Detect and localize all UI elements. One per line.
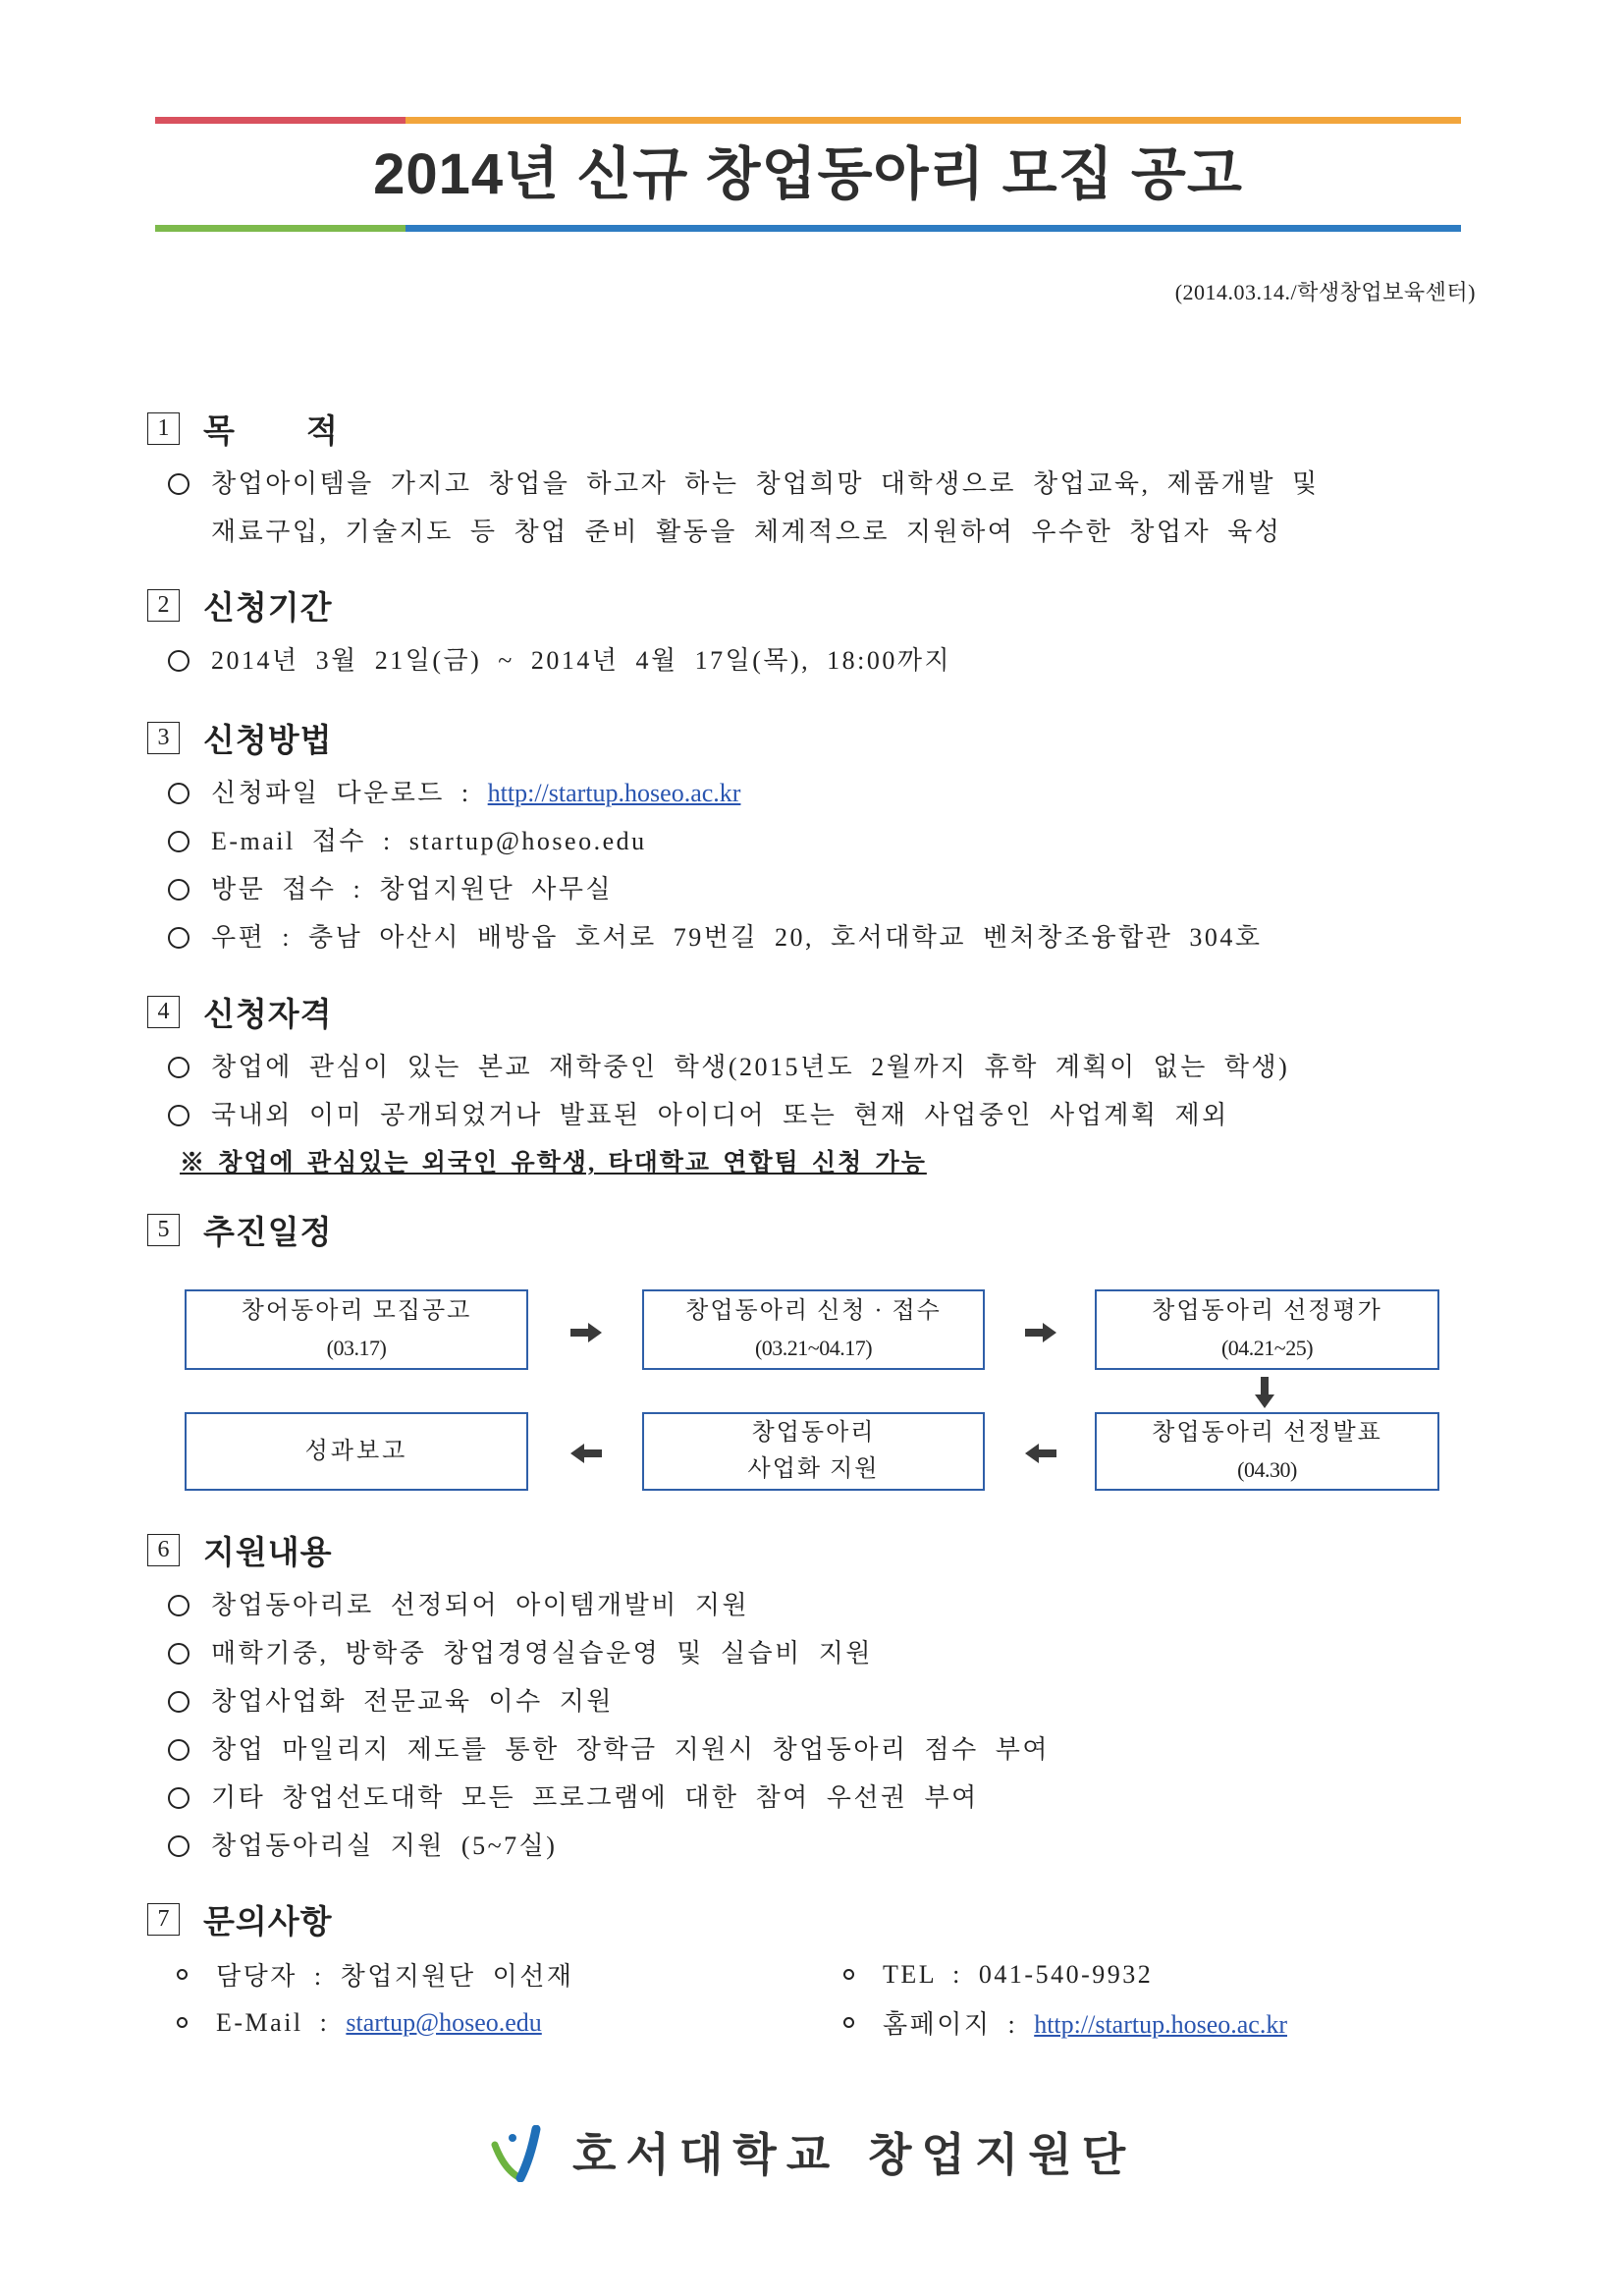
- section-purpose: [147, 406, 1502, 556]
- contact-homepage-link[interactable]: http://startup.hoseo.ac.kr: [1034, 2010, 1287, 2039]
- section-number-box: 7: [147, 1903, 180, 1936]
- flow-step-recruit-notice: [185, 1289, 528, 1370]
- section-number-box: 1: [147, 412, 180, 445]
- list-item-text: 방문 접수 : 창업지원단 사무실: [211, 875, 614, 903]
- list-item-text: 2014년 3월 21일(금) ~ 2014년 4월 17일(목), 18:00까지: [211, 646, 952, 675]
- contact-email-text: [216, 2008, 542, 2038]
- flow-step-evaluation: [1095, 1289, 1439, 1370]
- circle-bullet-icon: [168, 1105, 189, 1126]
- list-item: [168, 1581, 1502, 1629]
- list-item-text: E-mail 접수 : startup@hoseo.edu: [211, 827, 647, 855]
- list-item-text: 우편 : 충남 아산시 배방읍 호서로 79번길 20, 호서대학교 벤처창조융합관 304호: [211, 923, 1263, 952]
- download-link[interactable]: http://startup.hoseo.ac.kr: [487, 779, 741, 807]
- flow-step-date: (03.21~04.17): [754, 1336, 873, 1360]
- contact-homepage: [843, 1998, 1287, 2047]
- contact-homepage-text: [883, 2004, 1287, 2041]
- flow-step-report: [185, 1412, 528, 1491]
- section-heading: [147, 1527, 1502, 1572]
- section-heading: [147, 1207, 1502, 1252]
- flow-step-title: 창업동아리 선정평가: [1152, 1298, 1382, 1324]
- section-title: 목 적: [203, 411, 339, 449]
- contact-email-label: E-Mail :: [216, 2007, 347, 2037]
- section-number-box: 5: [147, 1214, 180, 1246]
- title-bottom-bar: [155, 225, 1461, 232]
- circle-bullet-icon: [168, 1787, 189, 1809]
- eligibility-note: ※ 창업에 관심있는 외국인 유학생, 타대학교 연합팀 신청 가능: [180, 1150, 927, 1176]
- small-circle-bullet-icon: [843, 2017, 854, 2028]
- flow-step-title: 창업동아리: [751, 1420, 876, 1446]
- flow-step-application: [642, 1289, 985, 1370]
- circle-bullet-icon: [168, 831, 189, 852]
- arrow-left-icon: [1025, 1442, 1056, 1465]
- flow-step-announcement: [1095, 1412, 1439, 1491]
- list-item-text: 창업동아리실 지원 (5~7실): [211, 1831, 558, 1860]
- list-item-text: 창업에 관심이 있는 본교 재학중인 학생(2015년도 2월까지 휴학 계획이 없는 학생): [211, 1053, 1290, 1081]
- list-item-download: [168, 769, 1502, 817]
- title-top-bar-left: [155, 117, 406, 124]
- contact-manager-text: 담당자 : 창업지원단 이선재: [216, 1962, 574, 1991]
- list-item: [168, 460, 1502, 556]
- arrow-down-icon: [1253, 1377, 1276, 1408]
- circle-bullet-icon: [168, 1057, 189, 1078]
- list-item-text: 매학기중, 방학중 창업경영실습운영 및 실습비 지원: [211, 1639, 873, 1667]
- arrow-left-icon: [570, 1442, 602, 1465]
- contact-tel: [843, 1950, 1153, 1998]
- list-item: [168, 1677, 1502, 1725]
- list-item: [168, 1774, 1502, 1822]
- flow-step-date: (03.17): [326, 1336, 387, 1360]
- list-item-text: 국내외 이미 공개되었거나 발표된 아이디어 또는 현재 사업중인 사업계획 제외: [211, 1101, 1229, 1129]
- issue-date-note: (2014.03.14./학생창업보육센터): [1174, 280, 1476, 304]
- flow-step-title: 성과보고: [304, 1438, 408, 1464]
- circle-bullet-icon: [168, 473, 189, 495]
- flow-step-date: (04.30): [1237, 1457, 1297, 1482]
- section-title: 문의사항: [203, 1902, 333, 1940]
- arrow-right-icon: [1025, 1321, 1056, 1344]
- list-item-text: 창업 마일리지 제도를 통한 장학금 지원시 창업동아리 점수 부여: [211, 1735, 1051, 1764]
- contact-row: [147, 1998, 1502, 2047]
- list-item: [168, 1091, 1502, 1139]
- footer-organization-name: 호서대학교 창업지원단: [572, 2129, 1136, 2180]
- section-title: 신청방법: [203, 721, 333, 758]
- title-bottom-bar-left: [155, 225, 406, 232]
- contact-email: [177, 1998, 542, 2047]
- section-title: 지원내용: [203, 1533, 333, 1570]
- flow-step-commercialization: [642, 1412, 985, 1491]
- section-support: [147, 1527, 1502, 1870]
- small-circle-bullet-icon: [177, 1969, 188, 1980]
- section-heading: [147, 989, 1502, 1034]
- circle-bullet-icon: [168, 650, 189, 672]
- contact-row: [147, 1950, 1502, 1998]
- list-item-line: 창업아이템을 가지고 창업을 하고자 하는 창업희망 대학생으로 창업교육, 제품개발 및: [211, 469, 1320, 498]
- list-item-text: [211, 769, 740, 817]
- contact-tel-text: TEL : 041-540-9932: [883, 1959, 1154, 1989]
- section-contact: [147, 1896, 1502, 2047]
- list-item-mail: [168, 913, 1502, 961]
- list-item-text: 창업동아리로 선정되어 아이템개발비 지원: [211, 1591, 750, 1619]
- download-label: 신청파일 다운로드 :: [211, 779, 488, 807]
- circle-bullet-icon: [168, 1595, 189, 1616]
- flow-step-title: 창업동아리 선정발표: [1152, 1420, 1382, 1446]
- flow-step-detail: 사업화 지원: [747, 1456, 880, 1482]
- list-item-visit: [168, 865, 1502, 913]
- flow-step-title: 창업동아리 신청 · 접수: [685, 1298, 942, 1324]
- circle-bullet-icon: [168, 783, 189, 804]
- small-circle-bullet-icon: [843, 1969, 854, 1980]
- section-title: 신청자격: [203, 995, 333, 1032]
- title-top-bar: [155, 117, 1461, 124]
- circle-bullet-icon: [168, 1835, 189, 1857]
- flow-step-date: (04.21~25): [1220, 1336, 1314, 1360]
- section-number-box: 6: [147, 1534, 180, 1566]
- section-heading: [147, 582, 1502, 628]
- section-method: [147, 715, 1502, 961]
- list-item-text: 기타 창업선도대학 모든 프로그램에 대한 참여 우선권 부여: [211, 1783, 979, 1812]
- circle-bullet-icon: [168, 927, 189, 949]
- list-item: [168, 1822, 1502, 1870]
- list-item-text: 창업사업화 전문교육 이수 지원: [211, 1687, 615, 1716]
- list-item-line: 재료구입, 기술지도 등 창업 준비 활동을 체계적으로 지원하여 우수한 창업자 육성: [211, 518, 1282, 546]
- list-item: [168, 636, 1502, 684]
- circle-bullet-icon: [168, 1691, 189, 1713]
- list-item-text: [211, 460, 1320, 556]
- section-number-box: 4: [147, 996, 180, 1028]
- section-heading: [147, 1896, 1502, 1941]
- contact-manager: [177, 1950, 574, 1998]
- list-item: [168, 1043, 1502, 1091]
- section-number-box: 3: [147, 722, 180, 754]
- title-top-bar-right: [406, 117, 1461, 124]
- section-title: 추진일정: [203, 1213, 333, 1250]
- section-period: [147, 582, 1502, 684]
- page-title: 2014년 신규 창업동아리 모집 공고: [373, 142, 1243, 206]
- contact-homepage-label: 홈페이지 :: [883, 2010, 1035, 2039]
- section-title: 신청기간: [203, 588, 333, 626]
- contact-email-link[interactable]: startup@hoseo.edu: [346, 2007, 542, 2037]
- section-eligibility: [147, 989, 1502, 1187]
- list-item: [168, 1629, 1502, 1677]
- circle-bullet-icon: [168, 1643, 189, 1665]
- section-number-box: 2: [147, 589, 180, 622]
- section-schedule: [147, 1207, 1502, 1261]
- hoseo-logo-icon: [491, 2125, 546, 2182]
- list-item: [168, 1725, 1502, 1774]
- title-bottom-bar-right: [406, 225, 1461, 232]
- section-heading: [147, 406, 1502, 451]
- section-heading: [147, 715, 1502, 760]
- flow-step-title: 창어동아리 모집공고: [241, 1298, 472, 1324]
- arrow-right-icon: [570, 1321, 602, 1344]
- small-circle-bullet-icon: [177, 2017, 188, 2028]
- circle-bullet-icon: [168, 1739, 189, 1761]
- circle-bullet-icon: [168, 879, 189, 901]
- list-item-email: [168, 817, 1502, 865]
